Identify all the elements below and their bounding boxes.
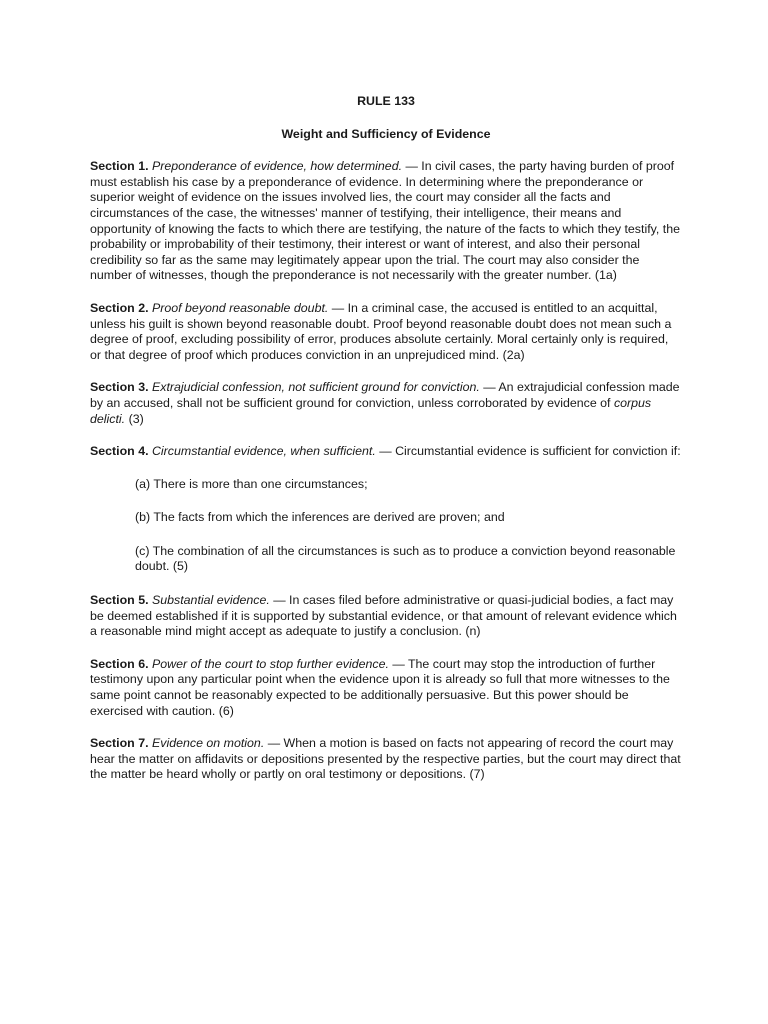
section-4-body: — Circumstantial evidence is sufficient for conviction if: xyxy=(375,444,681,459)
section-1-label: Section 1. xyxy=(90,159,149,174)
section-4-heading: Circumstantial evidence, when sufficient. xyxy=(151,444,376,459)
section-4-item-c: (c) The combination of all the circumstances is such as to produce a conviction beyond reasonable doubt. (5) xyxy=(135,543,676,574)
section-7-label: Section 7. xyxy=(90,736,149,751)
section-4 xyxy=(90,444,682,460)
section-1-body: — In civil cases, the party having burden of proof must establish his case by a preponderance of evidence. In determining where the preponderance or superior weight of evidence on the issues involved lies, the court may consider all the facts and circumstances of the case, the witnesses' manner of testifying, their intelligence, their means and opportunity of knowing the facts to which there are testifying, the nature of the facts to which they testify, the probability or improbability of their testimony, their interest or want of interest, and also their personal credibility so far as the same may legitimately appear upon the trial. The court may also consider the number of witnesses, though the preponderance is not necessarily with the greater number. (1a) xyxy=(90,159,681,283)
section-3-body-end: (3) xyxy=(125,411,144,426)
section-7 xyxy=(90,736,682,783)
section-6-label: Section 6. xyxy=(90,656,149,671)
section-2-heading: Proof beyond reasonable doubt. xyxy=(151,300,329,315)
section-3-body: — An extrajudicial confession made by an accused, shall not be sufficient ground for conviction, unless corroborated by evidence of xyxy=(90,380,680,410)
section-5-body: — In cases filed before administrative or quasi-judicial bodies, a fact may be deemed established if it is supported by substantial evidence, or that amount of relevant evidence which a reasonable mind might accept as adequate to justify a conclusion. (n) xyxy=(90,593,677,639)
section-1-heading: Preponderance of evidence, how determined. xyxy=(151,159,403,174)
section-6-heading: Power of the court to stop further evidence. xyxy=(151,656,389,671)
section-2-label: Section 2. xyxy=(90,300,149,315)
section-6-body: — The court may stop the introduction of further testimony upon any particular point when the evidence upon it is already so full that more witnesses to the same point cannot be reasonably expected to be additionally persuasive. But this power should be exercised with caution. (6) xyxy=(90,656,670,718)
rule-title: RULE 133 xyxy=(357,94,415,108)
rule-subtitle: Weight and Sufficiency of Evidence xyxy=(281,126,491,141)
section-3-label: Section 3. xyxy=(90,380,149,395)
section-1 xyxy=(90,159,682,284)
section-3 xyxy=(90,380,682,427)
section-4-item-a: (a) There is more than one circumstances; xyxy=(135,476,368,491)
section-7-heading: Evidence on motion. xyxy=(151,736,265,751)
section-4-label: Section 4. xyxy=(90,444,149,459)
section-7-body: — When a motion is based on facts not appearing of record the court may hear the matter on affidavits or depositions presented by the respective parties, but the court may direct that the matter be heard wholly or partly on oral testimony or depositions. (7) xyxy=(90,736,681,782)
section-3-heading: Extrajudicial confession, not sufficient ground for conviction. xyxy=(151,380,480,395)
section-6 xyxy=(90,657,682,719)
section-2 xyxy=(90,301,682,363)
section-4-item-b: (b) The facts from which the inferences are derived are proven; and xyxy=(135,510,505,525)
section-5-heading: Substantial evidence. xyxy=(151,593,270,608)
section-5-label: Section 5. xyxy=(90,593,149,608)
section-5 xyxy=(90,593,682,640)
section-3-body-italic: corpus delicti. xyxy=(90,395,652,426)
document-page xyxy=(90,94,682,800)
section-2-body: — In a criminal case, the accused is entitled to an acquittal, unless his guilt is shown beyond reasonable doubt. Proof beyond reasonable doubt does not mean such a degree of proof, excluding possibility of error, produces absolute certainly. Moral certainly only is required, or that degree of proof which produces conviction in an unprejudiced mind. (2a) xyxy=(90,300,672,362)
